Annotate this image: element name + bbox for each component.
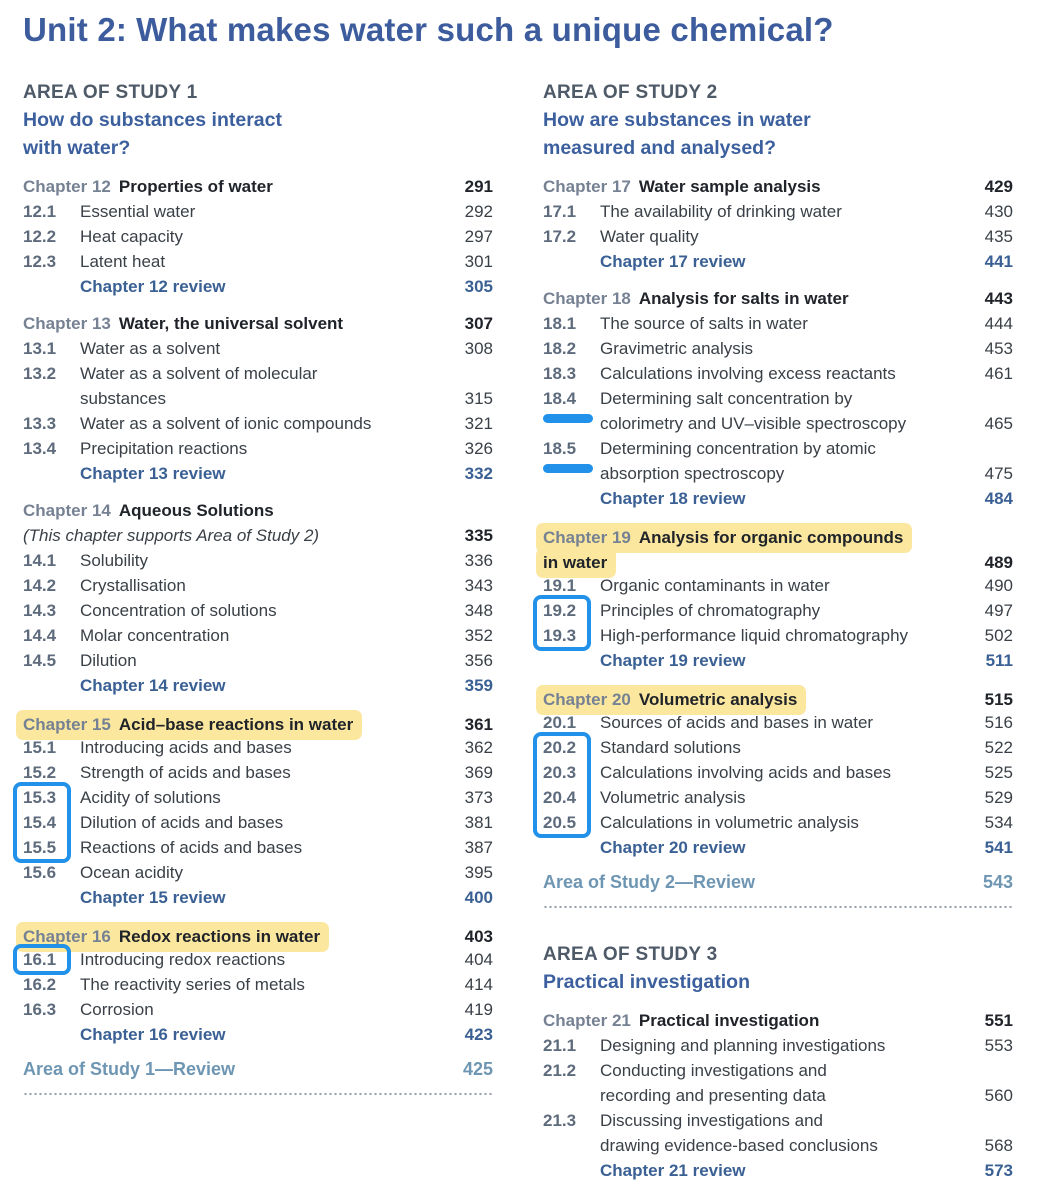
chapter-heading-row [23, 311, 493, 336]
section-title: Organic contaminants in water [600, 576, 830, 595]
section-title: Principles of chromatography [600, 601, 821, 620]
page-number: 553 [984, 1036, 1013, 1055]
section-row [23, 548, 493, 573]
chapter-block [23, 922, 493, 1047]
page-number: 381 [464, 813, 493, 832]
page-number: 336 [464, 551, 493, 570]
section-title: recording and presenting data [600, 1086, 826, 1105]
section-row [23, 997, 493, 1022]
chapter-title: Analysis for salts in water [638, 289, 849, 308]
section-row [543, 810, 1013, 835]
section-number: 20.4 [543, 788, 577, 807]
page-number: 403 [464, 927, 493, 946]
section-title: Acidity of solutions [80, 788, 221, 807]
page-number: 522 [984, 738, 1013, 757]
section-row [543, 598, 1013, 623]
page-number: 430 [984, 202, 1013, 221]
section-number: 18.4 [543, 389, 577, 408]
page-number: 321 [464, 414, 493, 433]
section-number [543, 411, 600, 436]
page-number: 414 [464, 975, 493, 994]
section-title: Latent heat [80, 252, 166, 271]
page-number: 356 [464, 651, 493, 670]
area-of-study-question: with water? [23, 137, 131, 159]
page-number: 490 [984, 576, 1013, 595]
page-number: 395 [464, 863, 493, 882]
section-row [23, 735, 493, 760]
section-number: 13.2 [23, 364, 57, 383]
area-review-block [543, 872, 1013, 908]
section-number: 19.2 [543, 601, 577, 620]
page-number: 352 [464, 626, 493, 645]
section-row [23, 386, 493, 411]
section-number: 12.2 [23, 227, 57, 246]
page-number: 502 [984, 626, 1013, 645]
section-number: 20.5 [543, 813, 577, 832]
chapter-review-row [23, 673, 493, 698]
page-number: 453 [984, 339, 1013, 358]
section-row [23, 760, 493, 785]
area-of-study-header [543, 942, 1013, 996]
chapter-title: Volumetric analysis [638, 690, 798, 709]
section-row [23, 436, 493, 461]
chapter-heading-row [23, 498, 493, 523]
section-number: 21.3 [543, 1111, 577, 1130]
area-review-row [543, 872, 1013, 897]
page-number: 465 [984, 414, 1013, 433]
page-number: 543 [982, 872, 1013, 892]
page-number: 348 [464, 601, 493, 620]
page-number: 332 [464, 464, 493, 483]
section-number: 12.1 [23, 202, 57, 221]
section-number: 14.3 [23, 601, 57, 620]
section-title: Dilution [80, 651, 137, 670]
section-title: The availability of drinking water [600, 202, 842, 221]
area-of-study-question: Practical investigation [543, 971, 750, 993]
section-title: Dilution of acids and bases [80, 813, 284, 832]
area-of-study-question: How do substances interact [23, 109, 282, 131]
section-row [543, 710, 1013, 735]
page-number: 301 [464, 252, 493, 271]
page-number: 515 [984, 690, 1013, 709]
area-of-study-kicker: AREA OF STUDY 1 [23, 82, 198, 103]
chapter-title: Water sample analysis [638, 177, 821, 196]
chapter-heading-row [23, 523, 493, 548]
section-number: 13.4 [23, 439, 57, 458]
review-label: Chapter 20 review [600, 838, 746, 857]
page-number: 423 [464, 1025, 493, 1044]
section-title: Introducing redox reactions [80, 950, 286, 969]
page-number: 475 [984, 464, 1013, 483]
section-number: 15.2 [23, 763, 57, 782]
section-row [543, 224, 1013, 249]
area-review-label: Area of Study 1—Review [23, 1059, 236, 1079]
review-label: Chapter 16 review [80, 1025, 226, 1044]
chapter-review-row [543, 1158, 1013, 1183]
section-row [543, 1033, 1013, 1058]
chapter-heading-row [23, 922, 493, 947]
dotted-divider [543, 904, 1013, 908]
chapter-title: Redox reactions in water [118, 927, 321, 946]
section-row [23, 573, 493, 598]
chapter-label: Chapter 20 [543, 690, 631, 709]
section-number [543, 461, 600, 486]
chapter-block [23, 498, 493, 698]
section-title: Sources of acids and bases in water [600, 713, 874, 732]
chapter-block [23, 710, 493, 910]
chapter-review-row [23, 461, 493, 486]
section-row [543, 735, 1013, 760]
section-title: Water as a solvent of ionic compounds [80, 414, 372, 433]
page-number: 305 [464, 277, 493, 296]
chapter-block [543, 174, 1013, 274]
chapter-title: Analysis for organic compounds [638, 528, 904, 547]
chapter-title: Water, the universal solvent [118, 314, 344, 333]
section-title: Determining salt concentration by [600, 389, 853, 408]
section-title: The reactivity series of metals [80, 975, 305, 994]
section-title: absorption spectroscopy [600, 464, 785, 483]
toc-column-left [23, 80, 493, 1183]
section-row [23, 810, 493, 835]
section-number: 14.1 [23, 551, 57, 570]
section-row [23, 361, 493, 386]
section-row [543, 1083, 1013, 1108]
section-title: Precipitation reactions [80, 439, 248, 458]
section-number: 16.1 [23, 950, 57, 969]
section-row [543, 785, 1013, 810]
area-of-study-question: How are substances in water [543, 109, 811, 131]
page-number: 435 [984, 227, 1013, 246]
section-row [23, 249, 493, 274]
section-title: Determining concentration by atomic [600, 439, 876, 458]
chapter-review-row [543, 486, 1013, 511]
section-title: Strength of acids and bases [80, 763, 291, 782]
section-number: 13.3 [23, 414, 57, 433]
chapter-review-row [543, 835, 1013, 860]
page-number: 461 [984, 364, 1013, 383]
section-number: 18.5 [543, 439, 577, 458]
chapter-title: Aqueous Solutions [118, 501, 274, 520]
page-number: 560 [984, 1086, 1013, 1105]
review-label: Chapter 21 review [600, 1161, 746, 1180]
page-number: 516 [984, 713, 1013, 732]
section-title: Discussing investigations and [600, 1111, 824, 1130]
chapter-heading-row [543, 174, 1013, 199]
chapter-heading-row [23, 174, 493, 199]
section-number: 15.3 [23, 788, 57, 807]
area-of-study-kicker: AREA OF STUDY 2 [543, 82, 718, 103]
chapter-label: Chapter 19 [543, 528, 631, 547]
review-label: Chapter 17 review [600, 252, 746, 271]
chapter-title-continued: in water [543, 553, 608, 572]
annotation-bar [543, 464, 593, 473]
section-title: colorimetry and UV–visible spectroscopy [600, 414, 907, 433]
page-number: 529 [984, 788, 1013, 807]
page-number: 362 [464, 738, 493, 757]
section-title: The source of salts in water [600, 314, 808, 333]
section-title: Water as a solvent of molecular [80, 364, 318, 383]
chapter-block [23, 311, 493, 486]
section-title: Designing and planning investigations [600, 1036, 886, 1055]
area-review-block [23, 1059, 493, 1095]
review-label: Chapter 18 review [600, 489, 746, 508]
chapter-heading-row [543, 1008, 1013, 1033]
area-of-study-header [23, 80, 493, 162]
page-number: 387 [464, 838, 493, 857]
page-number: 497 [984, 601, 1013, 620]
page-number: 343 [464, 576, 493, 595]
section-row [543, 361, 1013, 386]
page-number: 373 [464, 788, 493, 807]
section-row [543, 461, 1013, 486]
chapter-label: Chapter 15 [23, 715, 111, 734]
section-title: Concentration of solutions [80, 601, 277, 620]
section-row [543, 311, 1013, 336]
chapter-review-row [23, 1022, 493, 1047]
section-row [543, 1133, 1013, 1158]
page-number: 425 [462, 1059, 493, 1079]
chapter-label: Chapter 12 [23, 177, 111, 196]
section-number: 21.2 [543, 1061, 577, 1080]
section-number: 15.1 [23, 738, 57, 757]
chapter-label: Chapter 21 [543, 1011, 631, 1030]
section-number: 20.2 [543, 738, 577, 757]
section-row [23, 224, 493, 249]
section-number: 12.3 [23, 252, 57, 271]
chapter-label: Chapter 13 [23, 314, 111, 333]
section-title: Reactions of acids and bases [80, 838, 303, 857]
section-number: 15.4 [23, 813, 57, 832]
page-number: 419 [464, 1000, 493, 1019]
review-label: Chapter 12 review [80, 277, 226, 296]
chapter-review-row [23, 885, 493, 910]
section-number: 18.2 [543, 339, 577, 358]
section-title: Calculations in volumetric analysis [600, 813, 859, 832]
section-row [543, 386, 1013, 411]
section-row [543, 573, 1013, 598]
area-of-study-kicker: AREA OF STUDY 3 [543, 944, 718, 965]
section-row [23, 199, 493, 224]
page-number: 541 [984, 838, 1013, 857]
section-row [23, 972, 493, 997]
chapter-heading-row [543, 523, 1013, 548]
section-number: 14.4 [23, 626, 57, 645]
section-row [23, 598, 493, 623]
page-number: 443 [984, 289, 1013, 308]
page-number: 441 [984, 252, 1013, 271]
section-number: 16.2 [23, 975, 57, 994]
page-number: 444 [984, 314, 1013, 333]
chapter-title: Properties of water [118, 177, 273, 196]
page-number: 369 [464, 763, 493, 782]
section-title: Calculations involving excess reactants [600, 364, 896, 383]
page-number: 551 [984, 1011, 1013, 1030]
section-number: 20.1 [543, 713, 577, 732]
section-number: 18.1 [543, 314, 577, 333]
chapter-note: (This chapter supports Area of Study 2) [23, 526, 320, 545]
chapter-heading-row [543, 286, 1013, 311]
section-number: 17.2 [543, 227, 577, 246]
page-number: 534 [984, 813, 1013, 832]
page-number: 361 [464, 715, 493, 734]
toc-column-right [543, 80, 1013, 1183]
page-number: 297 [464, 227, 493, 246]
section-number: 15.5 [23, 838, 57, 857]
page-number: 489 [984, 553, 1013, 572]
section-title: Solubility [80, 551, 149, 570]
section-row [543, 1058, 1013, 1083]
section-title: Essential water [80, 202, 196, 221]
section-title: Molar concentration [80, 626, 230, 645]
section-row [23, 411, 493, 436]
section-number: 19.1 [543, 576, 577, 595]
section-row [23, 947, 493, 972]
page-number: 525 [984, 763, 1013, 782]
page-number: 291 [464, 177, 493, 196]
chapter-label: Chapter 16 [23, 927, 111, 946]
section-title: Calculations involving acids and bases [600, 763, 892, 782]
dotted-divider [23, 1091, 493, 1095]
section-row [543, 336, 1013, 361]
page-number: 315 [464, 389, 493, 408]
section-title: Crystallisation [80, 576, 186, 595]
chapter-label: Chapter 17 [543, 177, 631, 196]
section-number: 14.2 [23, 576, 57, 595]
section-row [543, 623, 1013, 648]
chapter-block [543, 523, 1013, 673]
section-row [23, 336, 493, 361]
chapter-block [543, 1008, 1013, 1183]
section-title: Water as a solvent [80, 339, 221, 358]
section-number: 17.1 [543, 202, 577, 221]
page-number: 400 [464, 888, 493, 907]
area-of-study-header [543, 80, 1013, 162]
section-title: Conducting investigations and [600, 1061, 827, 1080]
chapter-review-row [543, 249, 1013, 274]
section-title: Gravimetric analysis [600, 339, 754, 358]
section-title: Volumetric analysis [600, 788, 746, 807]
section-number: 20.3 [543, 763, 577, 782]
page-number: 307 [464, 314, 493, 333]
page-number: 292 [464, 202, 493, 221]
section-title: Introducing acids and bases [80, 738, 292, 757]
section-title: drawing evidence-based conclusions [600, 1136, 878, 1155]
chapter-heading-row [23, 710, 493, 735]
chapter-review-row [23, 274, 493, 299]
chapter-block [543, 286, 1013, 511]
chapter-review-row [543, 648, 1013, 673]
section-row [23, 785, 493, 810]
area-review-row [23, 1059, 493, 1084]
page-number: 359 [464, 676, 493, 695]
section-row [543, 760, 1013, 785]
page-number: 429 [984, 177, 1013, 196]
unit-question: What makes water such a unique chemical? [136, 11, 834, 48]
page-number: 404 [464, 950, 493, 969]
page-title [23, 10, 834, 50]
annotation-bar [543, 414, 593, 423]
page-number: 568 [984, 1136, 1013, 1155]
review-label: Chapter 14 review [80, 676, 226, 695]
section-row [23, 835, 493, 860]
section-title: Corrosion [80, 1000, 154, 1019]
review-label: Chapter 19 review [600, 651, 746, 670]
section-title: Ocean acidity [80, 863, 183, 882]
page-number: 308 [464, 339, 493, 358]
review-label: Chapter 13 review [80, 464, 226, 483]
review-label: Chapter 15 review [80, 888, 226, 907]
section-row [543, 1108, 1013, 1133]
section-number: 16.3 [23, 1000, 57, 1019]
section-title: High-performance liquid chromatography [600, 626, 909, 645]
chapter-block [23, 174, 493, 299]
section-row [23, 860, 493, 885]
section-row [23, 648, 493, 673]
section-title: substances [80, 389, 166, 408]
section-row [543, 411, 1013, 436]
page-number: 511 [985, 651, 1013, 670]
area-review-label: Area of Study 2—Review [543, 872, 756, 892]
chapter-title: Acid–base reactions in water [118, 715, 354, 734]
section-title: Standard solutions [600, 738, 741, 757]
section-title: Water quality [600, 227, 699, 246]
chapter-heading-row [543, 685, 1013, 710]
chapter-label: Chapter 14 [23, 501, 111, 520]
page-number: 326 [464, 439, 493, 458]
chapter-label: Chapter 18 [543, 289, 631, 308]
section-row [543, 199, 1013, 224]
unit-label: Unit 2: [23, 11, 128, 48]
section-title: Heat capacity [80, 227, 183, 246]
section-row [23, 623, 493, 648]
section-number: 21.1 [543, 1036, 577, 1055]
page-number: 335 [464, 526, 493, 545]
section-number: 15.6 [23, 863, 57, 882]
toc-columns [23, 80, 1013, 1183]
section-number: 19.3 [543, 626, 577, 645]
area-of-study-question: measured and analysed? [543, 137, 777, 159]
chapter-title: Practical investigation [638, 1011, 820, 1030]
page-number: 573 [984, 1161, 1013, 1180]
section-row [543, 436, 1013, 461]
section-number: 14.5 [23, 651, 57, 670]
page-number: 484 [984, 489, 1013, 508]
chapter-block [543, 685, 1013, 860]
section-number: 13.1 [23, 339, 57, 358]
section-number: 18.3 [543, 364, 577, 383]
